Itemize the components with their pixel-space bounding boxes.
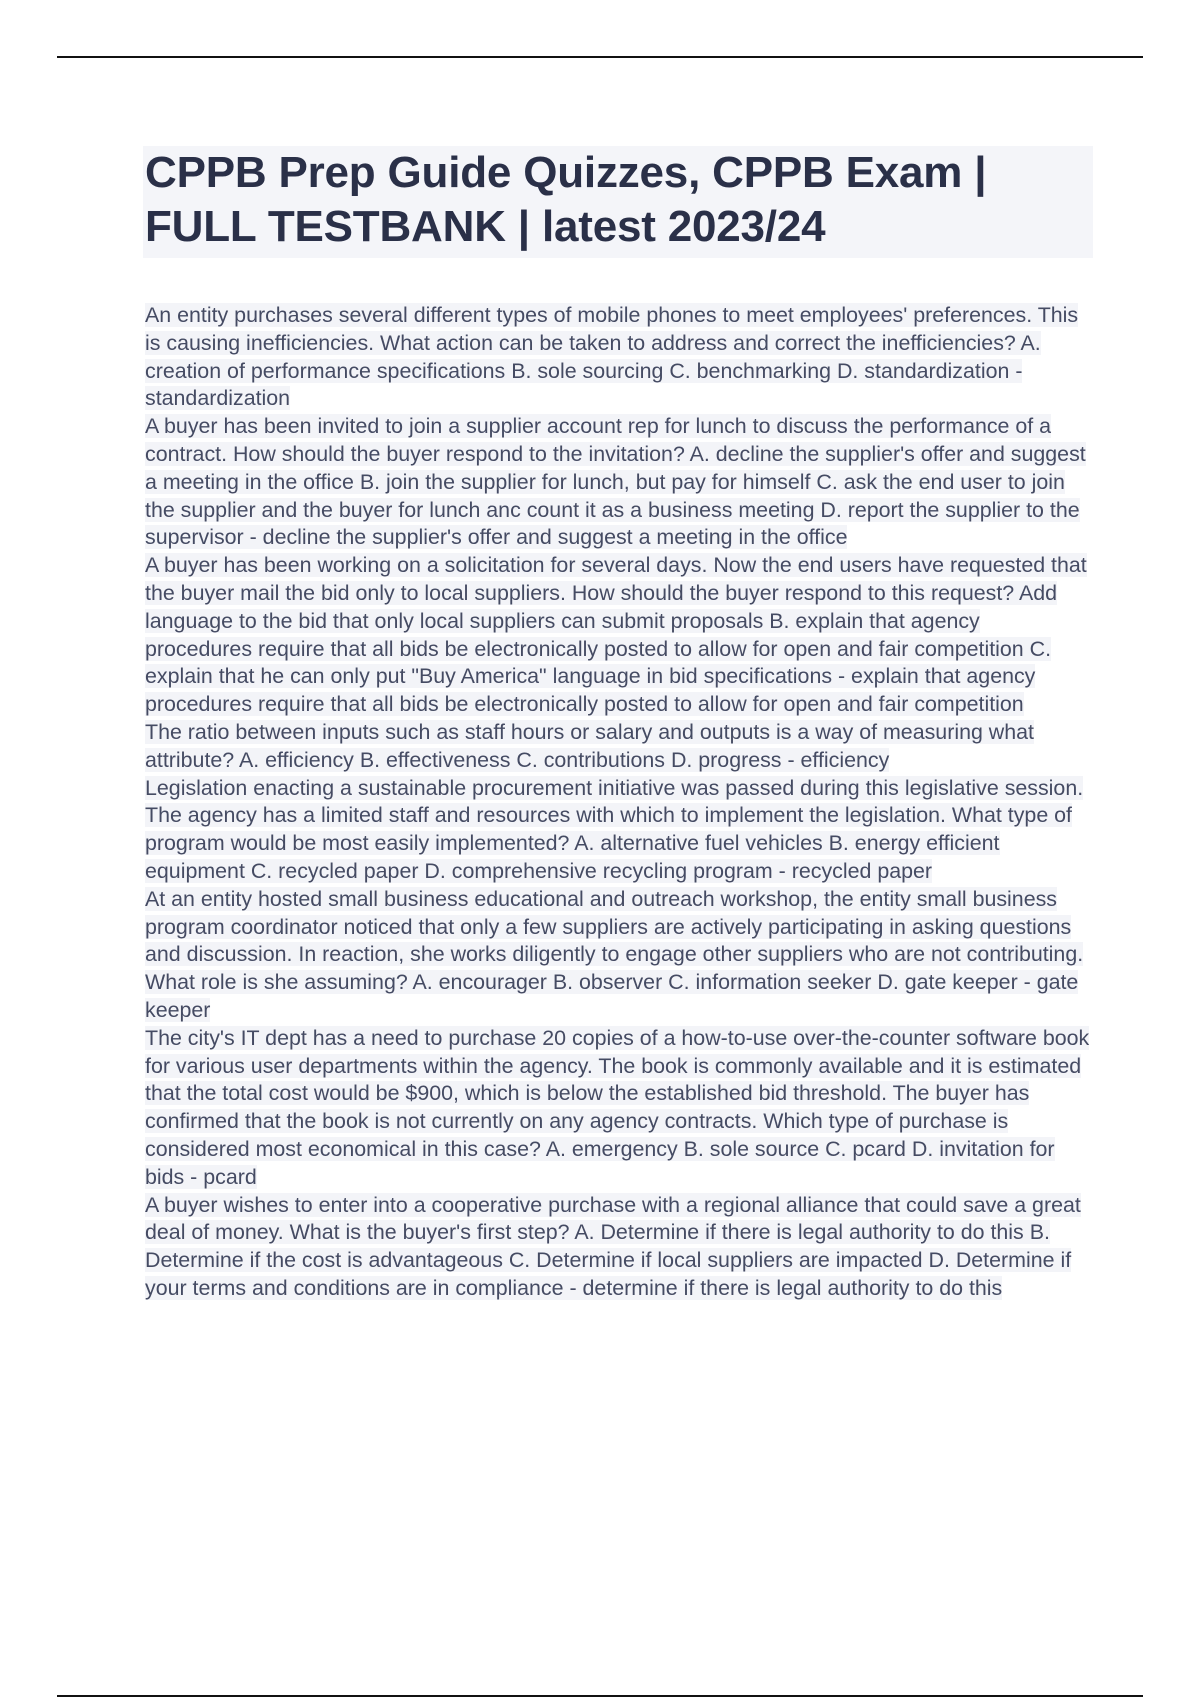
title-line-1: CPPB Prep Guide Quizzes, CPPB Exam | — [145, 148, 987, 197]
question-list — [145, 302, 1090, 1303]
question-text: The ratio between inputs such as staff hours or salary and outputs is a way of measuring what attribute? A. efficiency B. effectiveness C. contributions D. progress - efficiency — [145, 719, 1034, 772]
question-text: A buyer wishes to enter into a cooperative purchase with a regional alliance that could save a great deal of money. What is the buyer's first step? A. Determine if there is legal authority to do this B. Determine if the cost is advantageous C. Determine if local suppliers are impacted D. Determine if your terms and conditions are in compliance - determine if there is legal authority to do this — [145, 1192, 1081, 1300]
question-text: An entity purchases several different types of mobile phones to meet employees' preferences. This is causing inefficiencies. What action can be taken to address and correct the inefficiencies? A. creation of performance specifications B. sole sourcing C. benchmarking D. standardization - standardization — [145, 303, 1079, 411]
footer-rule — [57, 1695, 1143, 1697]
title-line-2: FULL TESTBANK | latest 2023/24 — [145, 202, 826, 251]
question-item-5 — [145, 775, 1090, 886]
question-item-2 — [145, 413, 1090, 552]
question-text: A buyer has been working on a solicitation for several days. Now the end users have requested that the buyer mail the bid only to local suppliers. How should the buyer respond to this request? Add language to the bid that only local suppliers can submit proposals B. explain that agency procedures require that all bids be electronically posted to allow for open and fair competition C. explain that he can only put "Buy America" language in bid specifications - explain that agency procedures require that all bids be electronically posted to allow for open and fair competition — [145, 553, 1087, 717]
question-text: Legislation enacting a sustainable procurement initiative was passed during this legislative session. The agency has a limited staff and resources with which to implement the legislation. What type of program would be most easily implemented? A. alternative fuel vehicles B. energy efficient equipment C. recycled paper D. comprehensive recycling program - recycled paper — [145, 775, 1084, 883]
header-rule — [57, 56, 1143, 58]
question-item-3 — [145, 552, 1090, 719]
question-item-8 — [145, 1192, 1090, 1303]
question-text: A buyer has been invited to join a supplier account rep for lunch to discuss the performance of a contract. How should the buyer respond to the invitation? A. decline the supplier's offer and suggest a meeting in the office B. join the supplier for lunch, but pay for himself C. ask the end user to join the supplier and the buyer for lunch anc count it as a business meeting D. report the supplier to the supervisor - decline the supplier's offer and suggest a meeting in the office — [145, 414, 1086, 550]
question-text: The city's IT dept has a need to purchase 20 copies of a how-to-use over-the-counter software book for various user departments within the agency. The book is commonly available and it is estimated that the total cost would be $900, which is below the established bid threshold. The buyer has confirmed that the book is not currently on any agency contracts. Which type of purchase is considered most economical in this case? A. emergency B. sole source C. pcard D. invitation for bids - pcard — [145, 1025, 1090, 1189]
question-item-7 — [145, 1025, 1090, 1192]
question-text: At an entity hosted small business educational and outreach workshop, the entity small business program coordinator noticed that only a few suppliers are actively participating in asking questions and discussion. In reaction, she works diligently to engage other suppliers who are not contributing. What role is she assuming? A. encourager B. observer C. information seeker D. gate keeper - gate keeper — [145, 886, 1084, 1022]
question-item-6 — [145, 886, 1090, 1025]
question-item-4 — [145, 719, 1090, 775]
question-item-1 — [145, 302, 1090, 413]
document-title — [143, 146, 1093, 258]
